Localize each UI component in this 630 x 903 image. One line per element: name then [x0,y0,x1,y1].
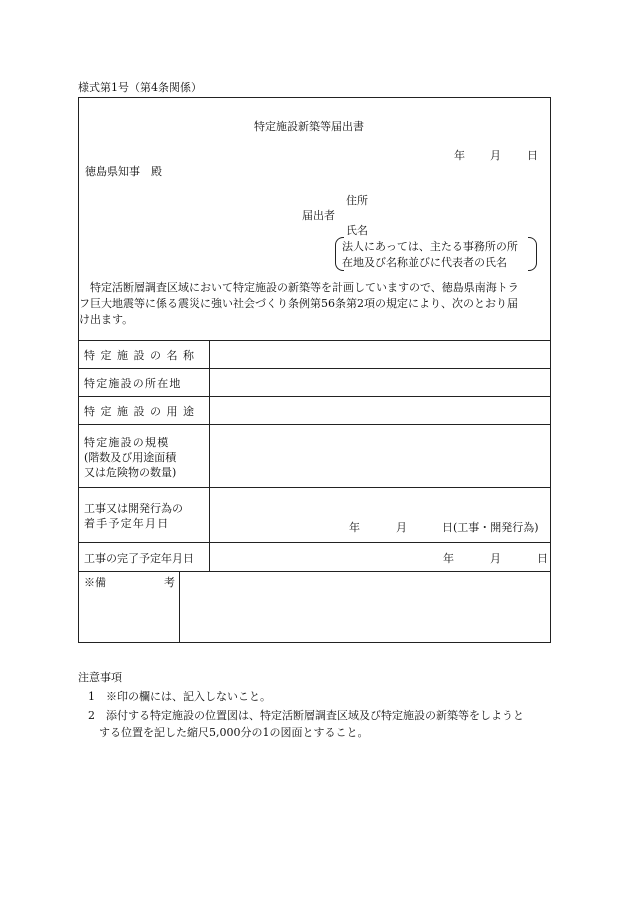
value-name[interactable] [210,341,550,367]
completion-year: 年 [443,552,454,565]
form-title: 特定施設新築等届出書 [254,120,364,133]
body-line-3: け出ます。 [79,313,134,326]
date-month: 月 [490,149,501,162]
row-label-scale: 特定施設の規模 [84,436,170,449]
value-use[interactable] [210,397,550,423]
right-bracket [528,237,537,271]
name-label: 氏名 [346,224,368,237]
body-line-1: 特定活断層調査区域において特定施設の新築等を計画していますので、徳島県南海トラ [79,281,519,294]
date-year: 年 [454,149,465,162]
start-month: 月 [396,521,407,534]
body-line-2: フ巨大地震等に係る震災に強い社会づくり条例第56条第2項の規定により、次のとおり届 [79,297,518,310]
corporation-note-line1: 法人にあっては、主たる事務所の所 [342,240,518,253]
address-label: 住所 [346,194,368,207]
date-day: 日 [527,149,538,162]
notification-form [78,97,551,643]
corporation-note-line2: 在地及び名称並びに代表者の氏名 [342,256,507,269]
row-label-completion: 工事の完了予定年月日 [84,552,194,565]
row-label-name: 特定施設の名称 [84,349,200,362]
value-location[interactable] [210,369,550,395]
notes-heading: 注意事項 [78,671,122,684]
row-label-start-2: 着手予定年月日 [84,517,170,530]
addressee: 徳島県知事 殿 [85,165,162,178]
row-label-scale-note1: (階数及び用途面積 [84,451,177,464]
note-item-1: 1 ※印の欄には、記入しないこと。 [88,690,271,703]
value-scale[interactable] [210,425,550,486]
notifier-label: 届出者 [302,209,335,222]
form-number-label: 様式第1号（第4条関係） [78,81,202,94]
note-item-2-line2: する位置を記した縮尺5,000分の1の図面とすること。 [88,726,369,739]
row-label-start-1: 工事又は開発行為の [84,502,183,515]
row-label-location: 特定施設の所在地 [84,377,182,390]
remarks-label-2: 考 [164,576,175,589]
remarks-label: ※備 [84,576,106,589]
completion-month: 月 [490,552,501,565]
start-day: 日(工事・開発行為) [442,521,539,534]
remarks-field[interactable] [180,572,550,642]
row-label-scale-note2: 又は危険物の数量) [84,466,177,479]
row-label-use: 特定施設の用途 [84,405,200,418]
start-year: 年 [349,521,360,534]
completion-day: 日 [537,552,548,565]
note-item-2-line1: 2 添付する特定施設の位置図は、特定活断層調査区域及び特定施設の新築等をしようと [88,709,524,722]
